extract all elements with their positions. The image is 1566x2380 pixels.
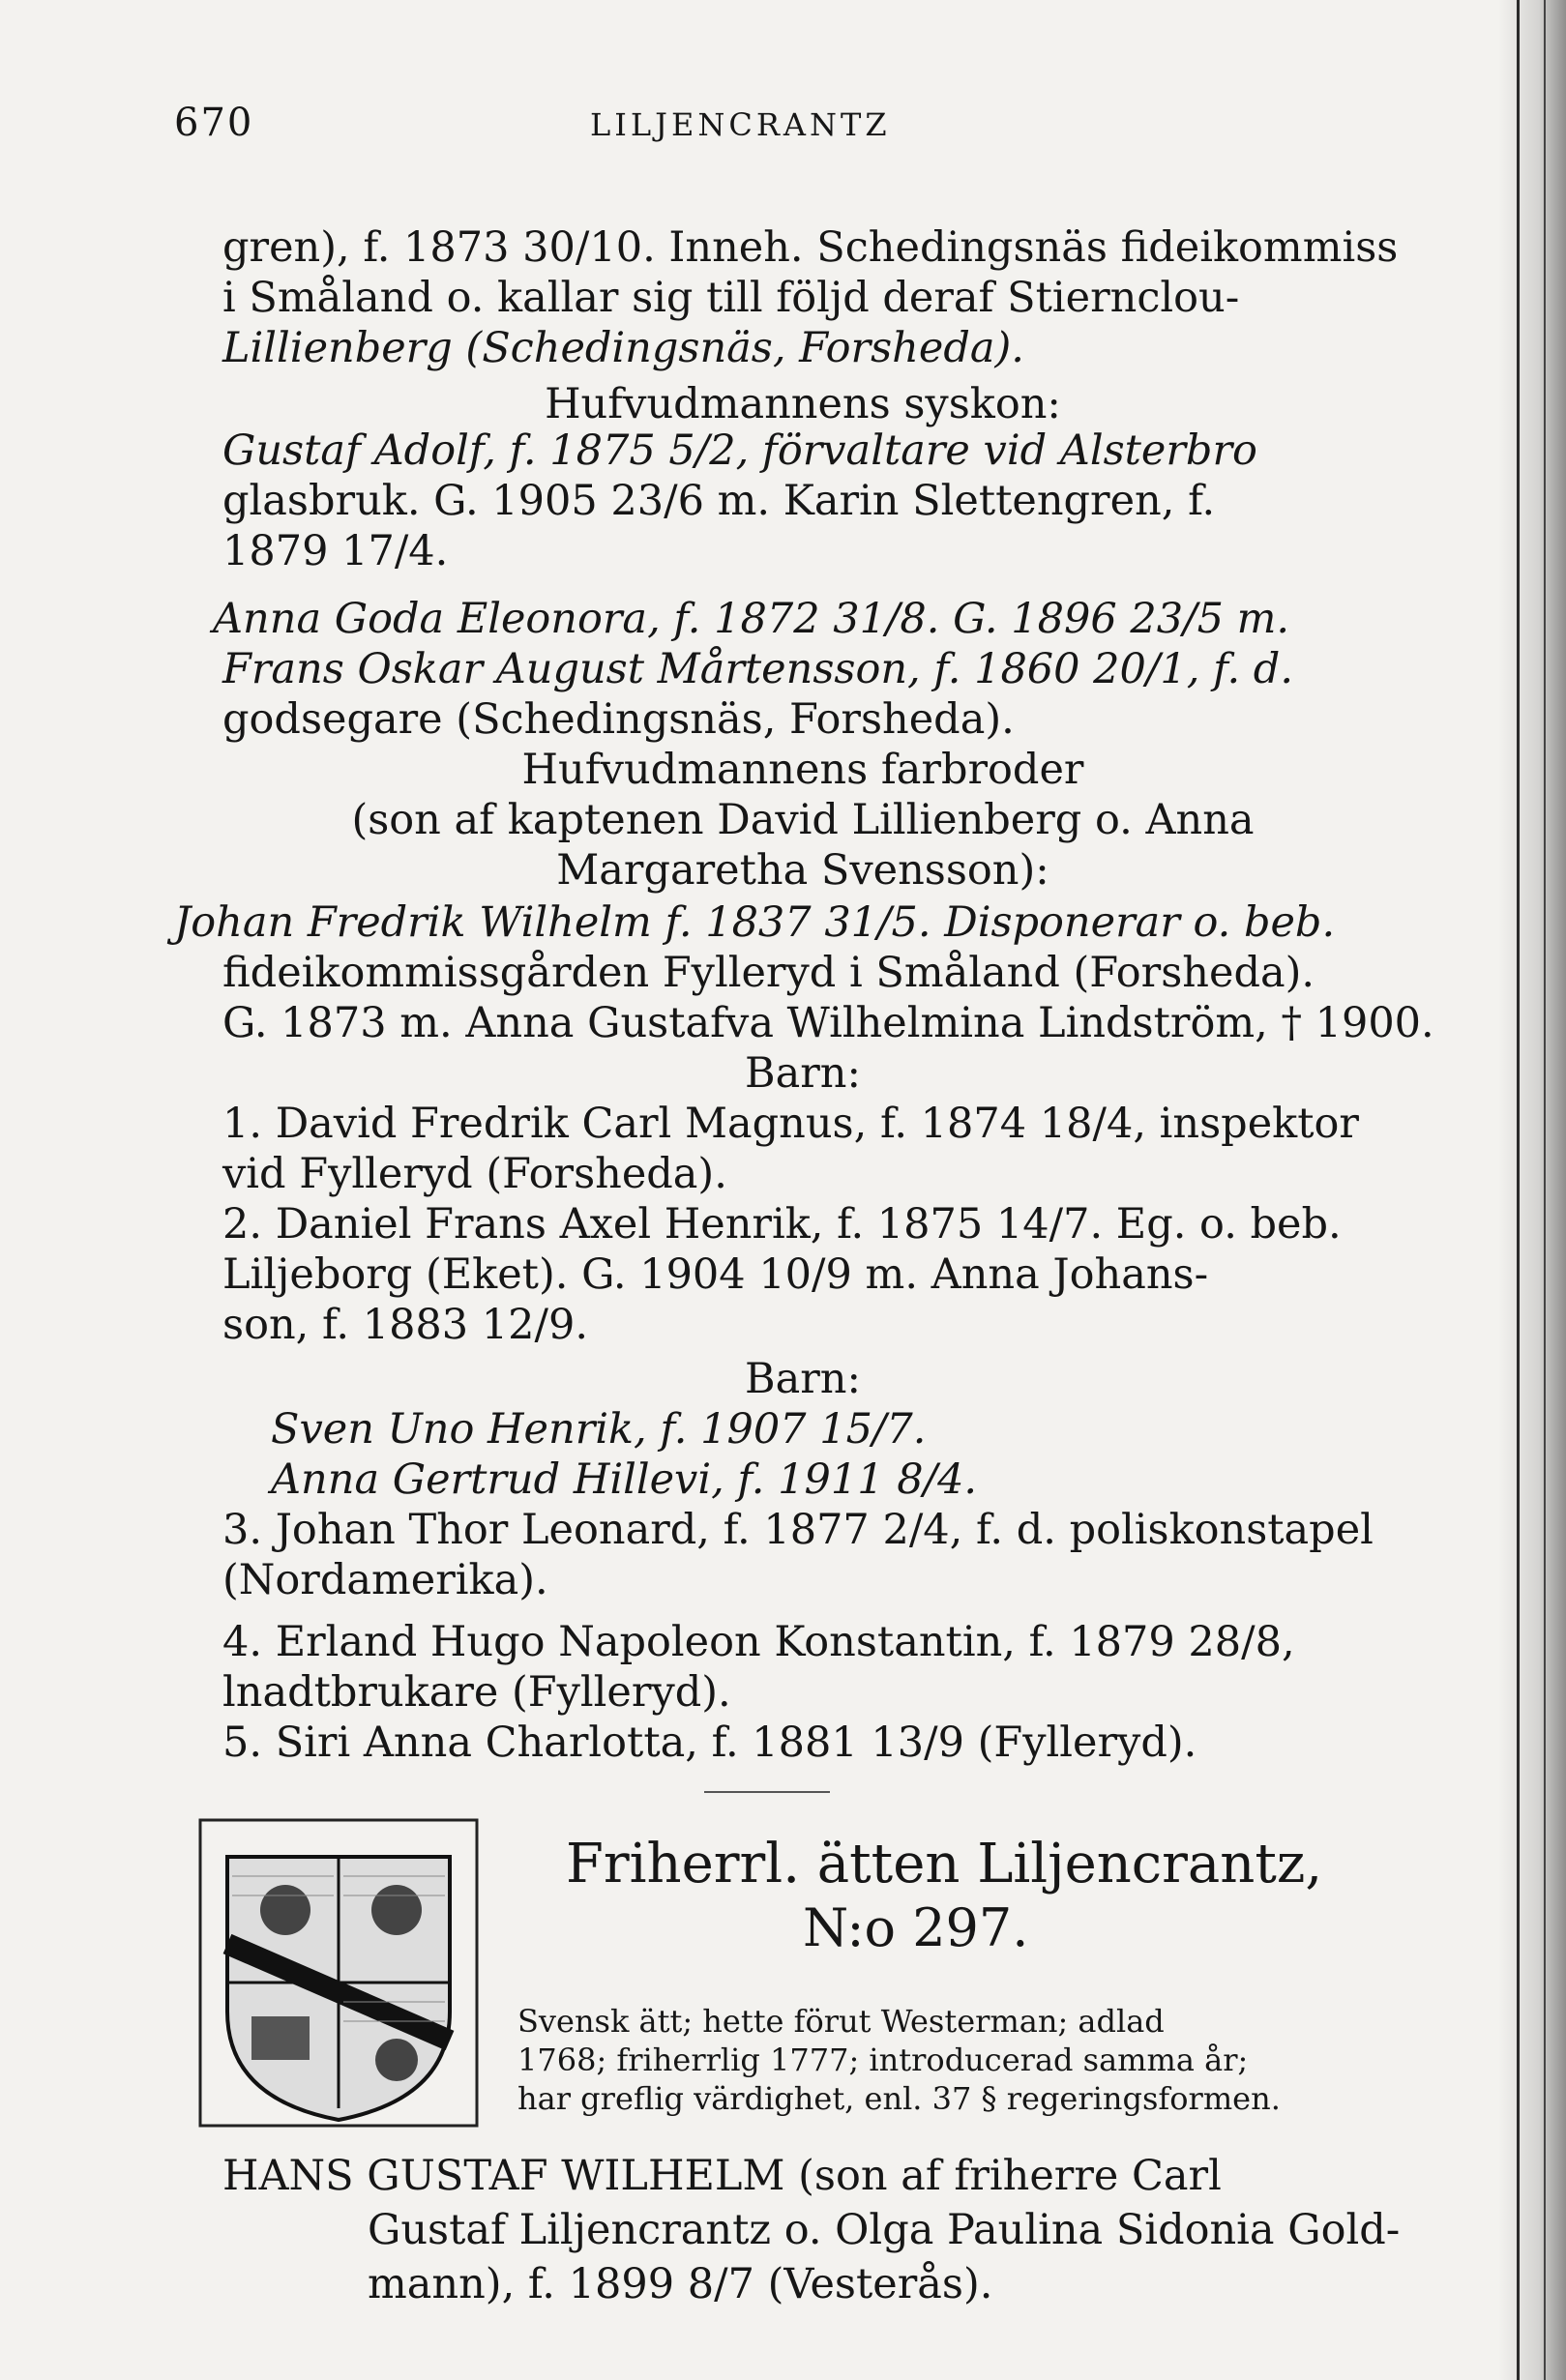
text-line-heading: (son af kaptenen David Lillienberg o. Anna: [351, 796, 1255, 844]
text-line-heading: Margaretha Svensson):: [556, 846, 1049, 895]
running-title: LILJENCRANTZ: [590, 106, 891, 143]
section-description-line: Svensk ätt; hette förut Westerman; adlad: [517, 2003, 1165, 2040]
text-line: 3. Johan Thor Leonard, f. 1877 2/4, f. d. poliskonstapel: [222, 1506, 1374, 1554]
text-line-heading: Barn:: [745, 1049, 861, 1098]
page-edge-line: [1517, 0, 1520, 2380]
text-line: 4. Erland Hugo Napoleon Konstantin, f. 1879 28/8,: [222, 1618, 1295, 1666]
separator-rule: [704, 1791, 830, 1793]
text-line: Gustaf Liljencrantz o. Olga Paulina Sidonia Gold-: [368, 2206, 1401, 2254]
text-line: glasbruk. G. 1905 23/6 m. Karin Slettengren, f.: [222, 477, 1216, 525]
text-line-heading: Hufvudmannens farbroder: [521, 746, 1084, 794]
page-edge-line: [1544, 0, 1546, 2380]
text-line: (Nordamerika).: [222, 1556, 548, 1604]
text-line: godsegare (Schedingsnäs, Forsheda).: [222, 695, 1015, 744]
text-line: 1. David Fredrik Carl Magnus, f. 1874 18/4, inspektor: [222, 1100, 1359, 1148]
section-title: Friherrl. ätten Liljencrantz,: [566, 1833, 1323, 1895]
text-line-heading: Barn:: [745, 1355, 861, 1403]
text-line: 5. Siri Anna Charlotta, f. 1881 13/9 (Fylleryd).: [222, 1719, 1197, 1767]
page-number: 670: [174, 101, 254, 145]
section-description-line: 1768; friherrlig 1777; introducerad samma år;: [517, 2042, 1249, 2078]
section-number: N:o 297.: [803, 1897, 1029, 1958]
text-line: i Småland o. kallar sig till följd deraf Stiernclou-: [222, 274, 1240, 322]
text-line: G. 1873 m. Anna Gustafva Wilhelmina Lindström, † 1900.: [222, 999, 1434, 1047]
text-line: lnadtbrukare (Fylleryd).: [222, 1668, 731, 1717]
section-description-line: har greflig värdighet, enl. 37 § regeringsformen.: [517, 2080, 1281, 2117]
text-line: 2. Daniel Frans Axel Henrik, f. 1875 14/7. Eg. o. beb.: [222, 1200, 1342, 1249]
text-line: Liljeborg (Eket). G. 1904 10/9 m. Anna Johans-: [222, 1250, 1209, 1299]
text-line: Sven Uno Henrik, f. 1907 15/7.: [271, 1405, 927, 1454]
text-line: mann), f. 1899 8/7 (Vesterås).: [368, 2260, 993, 2308]
text-line: HANS GUSTAF WILHELM (son af friherre Carl: [222, 2152, 1222, 2200]
text-line: 1879 17/4.: [222, 527, 449, 575]
text-line: Gustaf Adolf, f. 1875 5/2, förvaltare vid Alsterbro: [222, 426, 1257, 475]
text-line: Frans Oskar August Mårtensson, f. 1860 20/1, f. d.: [222, 645, 1293, 693]
text-line: Anna Goda Eleonora, f. 1872 31/8. G. 1896 23/5 m.: [213, 595, 1290, 643]
text-line: fideikommissgården Fylleryd i Småland (Forsheda).: [222, 949, 1315, 997]
text-line: Johan Fredrik Wilhelm f. 1837 31/5. Disponerar o. beb.: [174, 898, 1336, 947]
page-edge-shadow: [1498, 0, 1566, 2380]
text-line: gren), f. 1873 30/10. Inneh. Schedingsnäs fideikommiss: [222, 223, 1399, 272]
text-line: son, f. 1883 12/9.: [222, 1301, 589, 1349]
text-line-heading: Hufvudmannens syskon:: [545, 380, 1061, 428]
coat-of-arms-icon: [198, 1818, 479, 2128]
text-line: Anna Gertrud Hillevi, f. 1911 8/4.: [271, 1455, 978, 1504]
text-line: Lillienberg (Schedingsnäs, Forsheda).: [222, 324, 1024, 372]
text-line: vid Fylleryd (Forsheda).: [222, 1150, 727, 1198]
